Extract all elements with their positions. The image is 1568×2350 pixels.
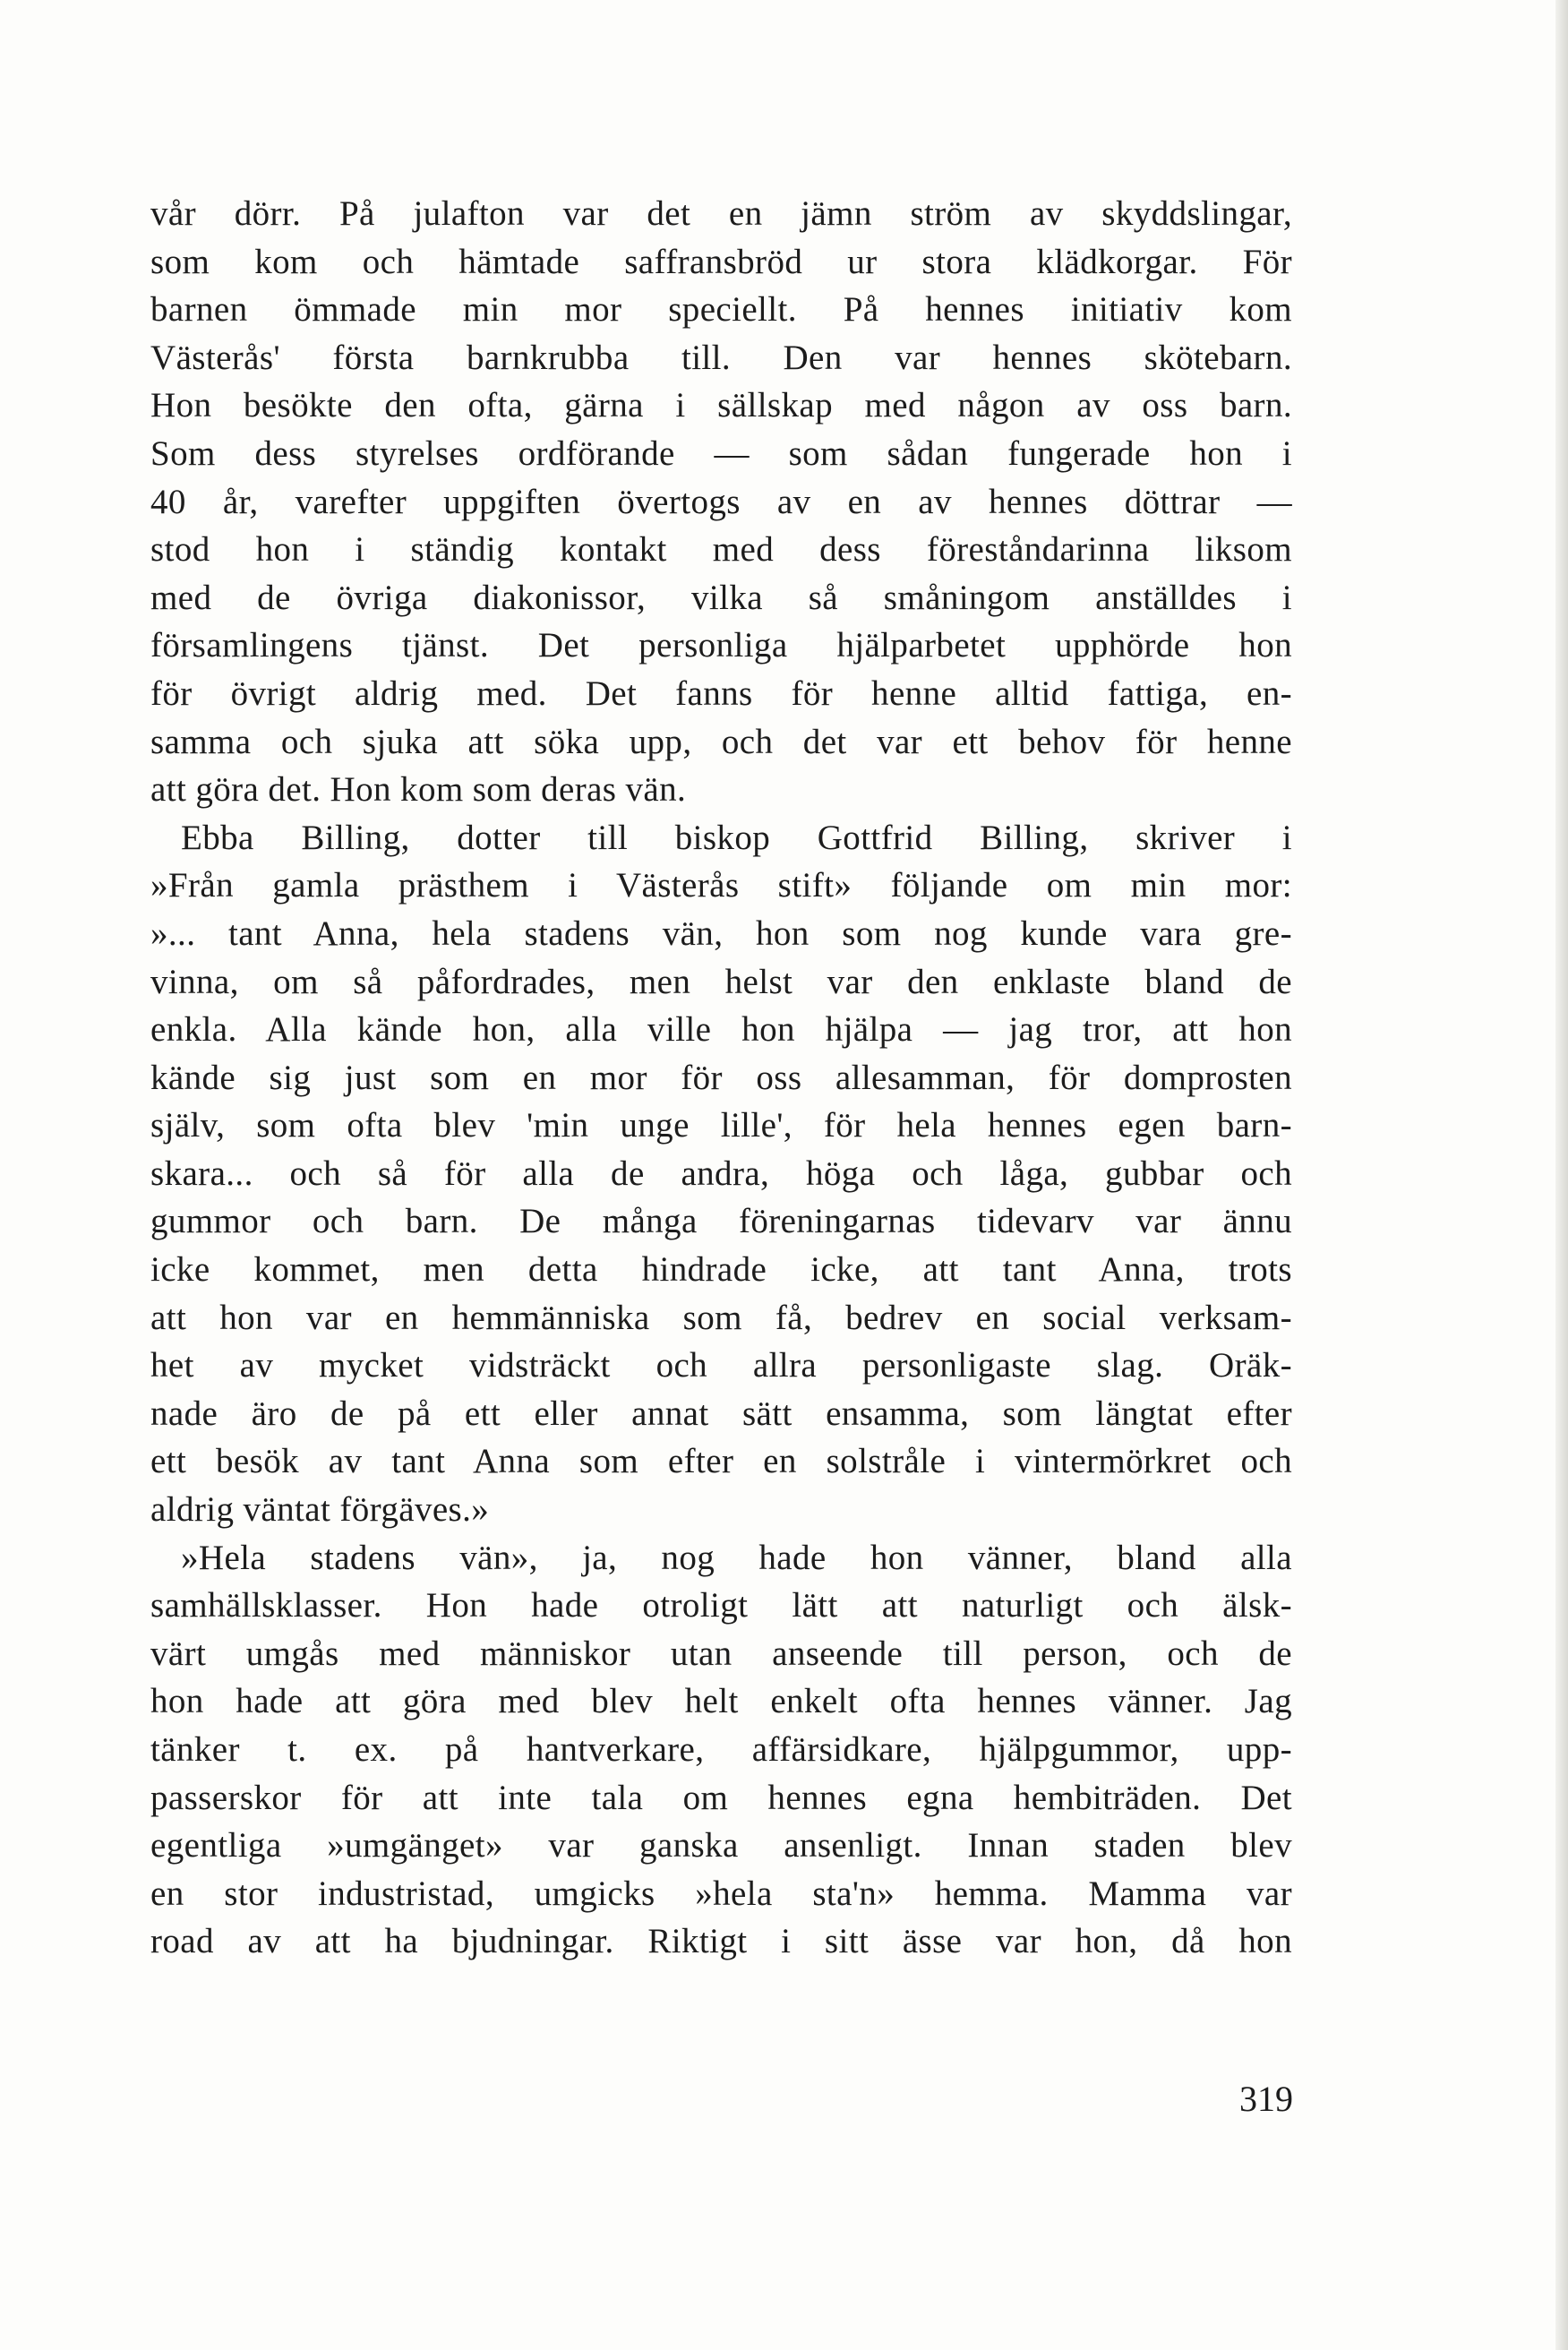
text-line: tänker t. ex. på hantverkare, affärsidkare, hjälpgummor, upp- (150, 1730, 1292, 1769)
text-line: Hon besökte den ofta, gärna i sällskap med någon av oss barn. (150, 386, 1292, 425)
text-line: med de övriga diakonissor, vilka så småningom anställdes i (150, 578, 1292, 617)
text-line: för övrigt aldrig med. Det fanns för henne alltid fattiga, en- (150, 673, 1292, 713)
text-line: »Hela stadens vän», ja, nog hade hon vänner, bland alla (181, 1538, 1292, 1577)
text-line: Västerås' första barnkrubba till. Den var hennes skötebarn. (150, 338, 1292, 377)
text-line: aldrig väntat förgäves.» (150, 1490, 490, 1530)
text-line: skara... och så för alla de andra, höga och låga, gubbar och (150, 1154, 1292, 1193)
text-line: »... tant Anna, hela stadens vän, hon som nog kunde vara gre- (150, 913, 1292, 953)
text-line: kände sig just som en mor för oss allesamman, för domprosten (150, 1058, 1292, 1097)
text-line: nade äro de på ett eller annat sätt ensamma, som längtat efter (150, 1394, 1292, 1433)
text-line: 40 år, varefter uppgiften övertogs av en av hennes döttrar — (150, 482, 1292, 521)
text-line: en stor industristad, umgicks »hela sta'n» hemma. Mamma var (150, 1874, 1292, 1913)
text-line: hon hade att göra med blev helt enkelt ofta hennes vänner. Jag (150, 1682, 1292, 1721)
text-line: »Från gamla prästhem i Västerås stift» följande om min mor: (150, 866, 1292, 905)
text-line: själv, som ofta blev 'min unge lille', för hela hennes egen barn- (150, 1106, 1292, 1145)
text-line: vår dörr. På julafton var det en jämn ström av skyddslingar, (150, 194, 1292, 233)
text-line: vinna, om så påfordrades, men helst var den enklaste bland de (150, 962, 1292, 1001)
text-line: het av mycket vidsträckt och allra personligaste slag. Oräk- (150, 1346, 1292, 1385)
text-line: gummor och barn. De många föreningarnas tidevarv var ännu (150, 1202, 1292, 1241)
text-line: enkla. Alla kände hon, alla ville hon hjälpa — jag tror, att hon (150, 1010, 1292, 1050)
text-line: icke kommet, men detta hindrade icke, att tant Anna, trots (150, 1250, 1292, 1290)
page-edge-shadow (1555, 0, 1568, 2350)
body-text (150, 190, 1292, 1966)
page-number: 319 (1239, 2079, 1293, 2119)
text-line: stod hon i ständig kontakt med dess föreståndarinna liksom (150, 530, 1292, 570)
text-line: passerskor för att inte tala om hennes egna hembiträden. Det (150, 1778, 1292, 1817)
text-line: att göra det. Hon kom som deras vän. (150, 770, 687, 810)
text-line: samma och sjuka att söka upp, och det var ett behov för henne (150, 722, 1292, 761)
text-line: Ebba Billing, dotter till biskop Gottfrid Billing, skriver i (181, 818, 1292, 857)
text-line: att hon var en hemmänniska som få, bedrev en social verksam- (150, 1298, 1292, 1337)
text-line: ett besök av tant Anna som efter en solstråle i vintermörkret och (150, 1442, 1292, 1481)
text-line: road av att ha bjudningar. Riktigt i sitt ässe var hon, då hon (150, 1922, 1292, 1961)
text-line: barnen ömmade min mor speciellt. På hennes initiativ kom (150, 290, 1292, 330)
text-line: Som dess styrelses ordförande — som sådan fungerade hon i (150, 433, 1292, 473)
text-line: samhällsklasser. Hon hade otroligt lätt att naturligt och älsk- (150, 1586, 1292, 1625)
text-line: värt umgås med människor utan anseende till person, och de (150, 1634, 1292, 1673)
text-line: församlingens tjänst. Det personliga hjälparbetet upphörde hon (150, 626, 1292, 665)
text-line: som kom och hämtade saffransbröd ur stora klädkorgar. För (150, 242, 1292, 281)
text-line: egentliga »umgänget» var ganska ansenligt. Innan staden blev (150, 1826, 1292, 1865)
